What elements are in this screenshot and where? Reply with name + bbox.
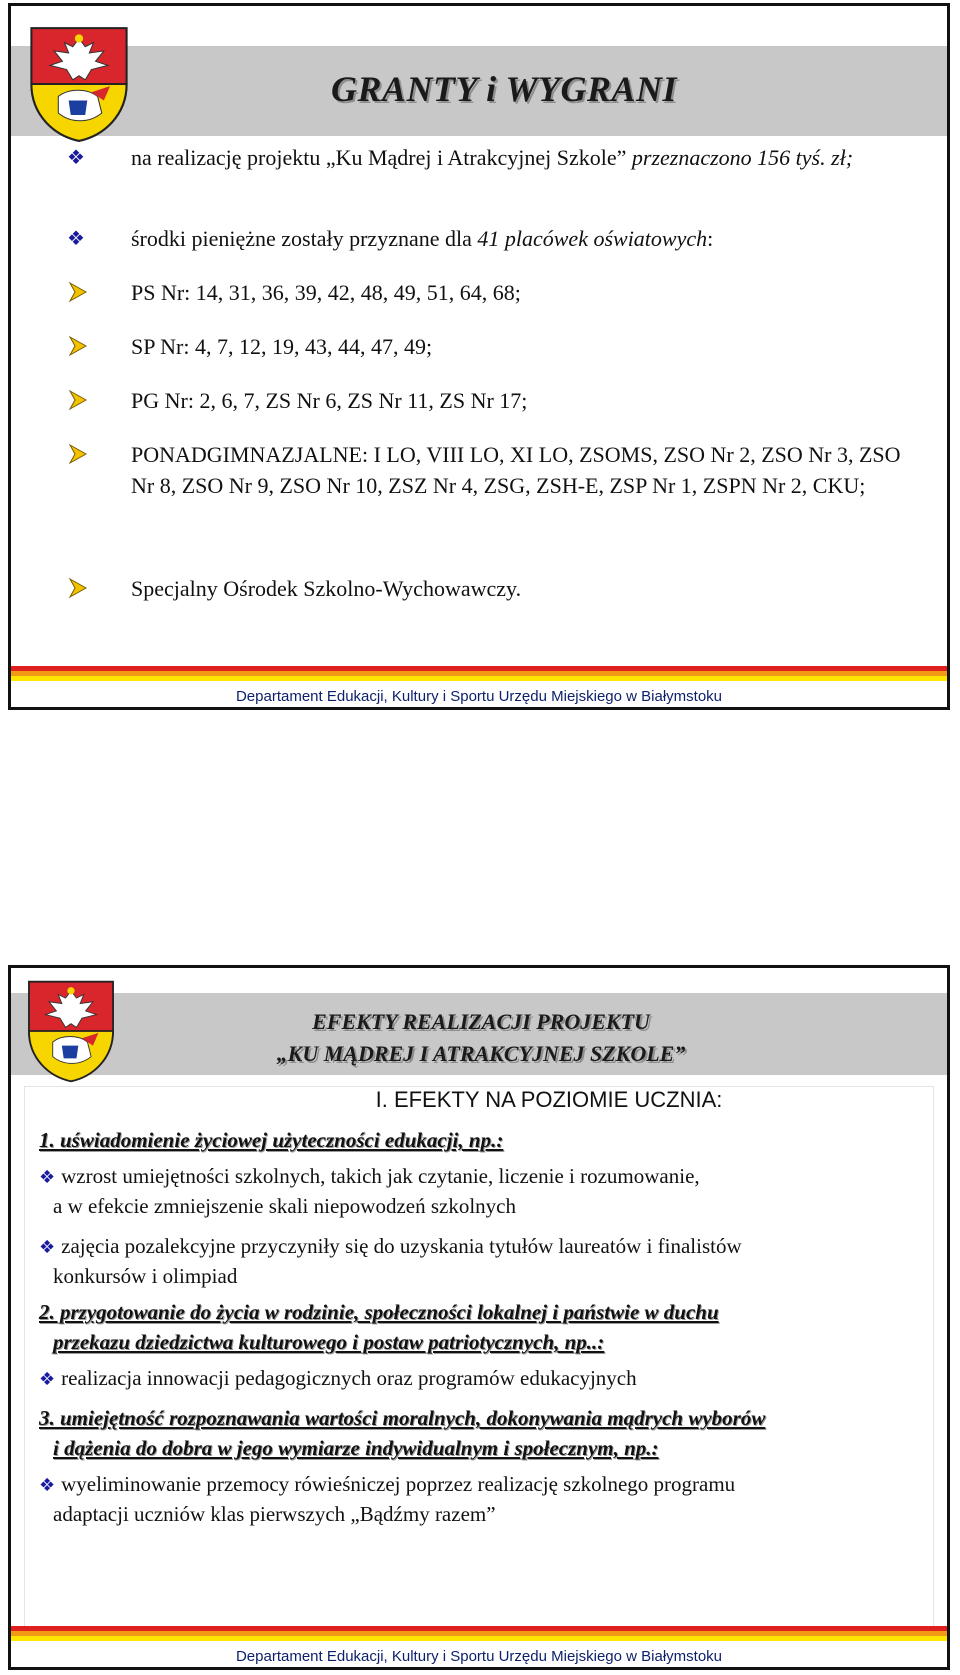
diamond-bullet-icon: ❖ bbox=[39, 1369, 56, 1390]
color-stripes bbox=[11, 1626, 947, 1641]
arrow-bullet-icon bbox=[67, 389, 93, 411]
list-item bbox=[67, 277, 907, 308]
effect-point-3-continuation: i dążenia do dobra w jego wymiarze indywidualnym i społecznym, np.: bbox=[53, 1436, 659, 1460]
list-item-continuation: adaptacji uczniów klas pierwszych „Bądźmy razem” bbox=[53, 1502, 496, 1526]
list-item bbox=[67, 385, 907, 416]
bullet-text: Specjalny Ośrodek Szkolno-Wychowawczy. bbox=[131, 576, 522, 601]
section-heading: I. EFEKTY NA POZIOMIE UCZNIA: bbox=[375, 1087, 723, 1112]
bullet-text: środki pieniężne zostały przyznane dla bbox=[131, 226, 478, 251]
bullet-text: PONADGIMNAZJALNE: I LO, VIII LO, XI LO, ZSOMS, ZSO Nr 2, ZSO Nr 3, ZSO Nr 8, ZSO Nr 9, ZSO Nr 10, ZSZ Nr 4, ZSG, ZSH-E, ZSP Nr 1, ZSPN Nr 2, CKU; bbox=[131, 442, 901, 498]
arrow-bullet-icon bbox=[67, 577, 93, 599]
slide-efekty bbox=[8, 965, 950, 1670]
effect-point-3: 3. umiejętność rozpoznawania wartości moralnych, dokonywania mądrych wyborów bbox=[39, 1406, 766, 1430]
coat-of-arms-icon bbox=[25, 978, 117, 1084]
diamond-bullet-icon: ❖ bbox=[67, 145, 85, 169]
list-item bbox=[39, 1363, 913, 1395]
list-item-continuation: konkursów i olimpiad bbox=[53, 1264, 238, 1288]
effect-point-2-continuation: przekazu dziedzictwa kulturowego i postaw patriotycznych, np..: bbox=[53, 1330, 605, 1354]
bullet-text-italic: przeznaczono 156 tyś. zł; bbox=[631, 145, 854, 170]
bullet-text-italic: 41 placówek oświatowych bbox=[477, 226, 708, 251]
list-item bbox=[67, 331, 907, 362]
bullet-text-end: : bbox=[707, 226, 714, 251]
list-item bbox=[67, 573, 907, 604]
list-item bbox=[39, 1231, 913, 1263]
diamond-bullet-icon: ❖ bbox=[39, 1237, 56, 1258]
list-item bbox=[67, 439, 907, 532]
bullet-text: PS Nr: 14, 31, 36, 39, 42, 48, 49, 51, 64, 68; bbox=[131, 280, 521, 305]
list-item-continuation: a w efekcie zmniejszenie skali niepowodzeń szkolnych bbox=[53, 1194, 516, 1218]
slide-granty bbox=[8, 3, 950, 710]
list-item bbox=[67, 142, 907, 204]
bullet-text: PG Nr: 2, 6, 7, ZS Nr 6, ZS Nr 11, ZS Nr 17; bbox=[131, 388, 528, 413]
bullet-text: SP Nr: 4, 7, 12, 19, 43, 44, 47, 49; bbox=[131, 334, 433, 359]
bullet-text: na realizację projektu „Ku Mądrej i Atrakcyjnej Szkole” bbox=[131, 145, 632, 170]
effect-point-2: 2. przygotowanie do życia w rodzinie, społeczności lokalnej i państwie w duchu bbox=[39, 1300, 719, 1324]
coat-of-arms-icon bbox=[27, 24, 131, 144]
content-box bbox=[24, 1086, 934, 1628]
list-item bbox=[67, 223, 907, 254]
diamond-bullet-icon: ❖ bbox=[67, 226, 85, 250]
title-line: „KU MĄDREJ I ATRAKCYJNEJ SZKOLE” bbox=[276, 1041, 686, 1066]
footer-text: Departament Edukacji, Kultury i Sportu Urzędu Miejskiego w Białymstoku bbox=[235, 688, 723, 705]
slide-title bbox=[241, 1006, 721, 1070]
color-stripes bbox=[11, 666, 947, 681]
slide-title: GRANTY i WYGRANI bbox=[331, 69, 678, 109]
bullet-text: zajęcia pozalekcyjne przyczyniły się do uzyskania tytułów laureatów i finalistów bbox=[61, 1234, 742, 1258]
list-item bbox=[39, 1161, 913, 1193]
arrow-bullet-icon bbox=[67, 335, 93, 357]
list-item bbox=[39, 1469, 913, 1501]
bullet-text: wyeliminowanie przemocy rówieśniczej poprzez realizację szkolnego programu bbox=[61, 1472, 736, 1496]
bullet-text: realizacja innowacji pedagogicznych oraz programów edukacyjnych bbox=[61, 1366, 637, 1390]
diamond-bullet-icon: ❖ bbox=[39, 1475, 56, 1496]
diamond-bullet-icon: ❖ bbox=[39, 1167, 56, 1188]
arrow-bullet-icon bbox=[67, 281, 93, 303]
effect-point-1: 1. uświadomienie życiowej użyteczności edukacji, np.: bbox=[39, 1128, 504, 1152]
title-line: EFEKTY REALIZACJI PROJEKTU bbox=[312, 1009, 650, 1034]
bullet-text: wzrost umiejętności szkolnych, takich jak czytanie, liczenie i rozumowanie, bbox=[61, 1164, 700, 1188]
arrow-bullet-icon bbox=[67, 443, 93, 465]
footer-text: Departament Edukacji, Kultury i Sportu Urzędu Miejskiego w Białymstoku bbox=[235, 1648, 723, 1665]
